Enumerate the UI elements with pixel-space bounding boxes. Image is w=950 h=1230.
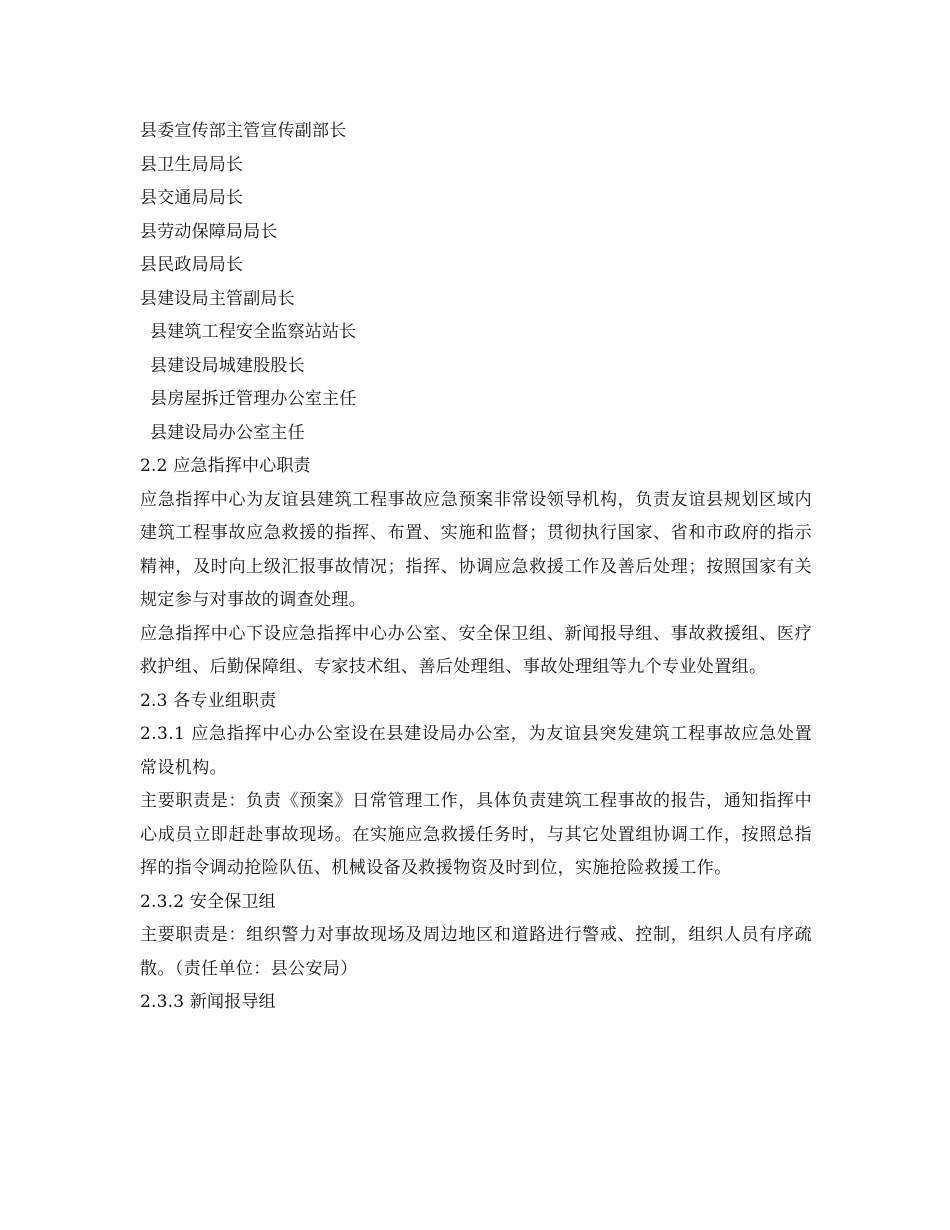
section-heading-2-3-2: 2.3.2 安全保卫组	[140, 891, 276, 912]
member-line: 县委宣传部主管宣传副部长	[140, 121, 347, 141]
sub-member-line: 县房屋拆迁管理办公室主任	[150, 389, 357, 409]
document-page	[140, 115, 815, 1020]
paragraph-2-3-2-duties: 主要职责是：组织警力对事故现场及周边地区和道路进行警戒、控制，组织人员有序疏散。（责任单位：县公安局）	[140, 925, 812, 979]
paragraph-2-3-1-duties: 主要职责是：负责《预案》日常管理工作，具体负责建筑工程事故的报告，通知指挥中心成员立即赶赴事故现场。在实施应急救援任务时，与其它处置组协调工作，按照总指挥的指令调动抢险队伍、机械设备及救援物资及时到位，实施抢险救援工作。	[140, 791, 812, 878]
section-heading-2-2: 2.2 应急指挥中心职责	[140, 456, 311, 476]
sub-member-line: 县建设局城建股股长	[150, 355, 305, 376]
paragraph-command-center-duties: 应急指挥中心为友谊县建筑工程事故应急预案非常设领导机构，负责友谊县规划区域内建筑工程事故应急救援的指挥、布置、实施和监督；贯彻执行国家、省和市政府的指示精神，及时向上级汇报事故情况；指挥、协调应急救援工作及善后处理；按照国家有关规定参与对事故的调查处理。	[140, 489, 812, 610]
member-line: 县建设局主管副局长	[140, 288, 295, 309]
section-heading-2-3-3: 2.3.3 新闻报导组	[140, 992, 276, 1012]
paragraph-command-center-groups: 应急指挥中心下设应急指挥中心办公室、安全保卫组、新闻报导组、事故救援组、医疗救护组、后勤保障组、专家技术组、善后处理组、事故处理组等九个专业处置组。	[140, 623, 812, 677]
member-line: 县劳动保障局局长	[140, 221, 278, 242]
sub-member-line: 县建筑工程安全监察站站长	[150, 322, 357, 342]
sub-member-line: 县建设局办公室主任	[150, 422, 305, 443]
section-heading-2-3: 2.3 各专业组职责	[140, 690, 277, 711]
paragraph-2-3-1: 2.3.1 应急指挥中心办公室设在县建设局办公室，为友谊县突发建筑工程事故应急处置常设机构。	[140, 724, 812, 778]
member-line: 县交通局局长	[140, 188, 244, 208]
member-line: 县民政局局长	[140, 255, 244, 275]
member-line: 县卫生局局长	[140, 154, 244, 175]
